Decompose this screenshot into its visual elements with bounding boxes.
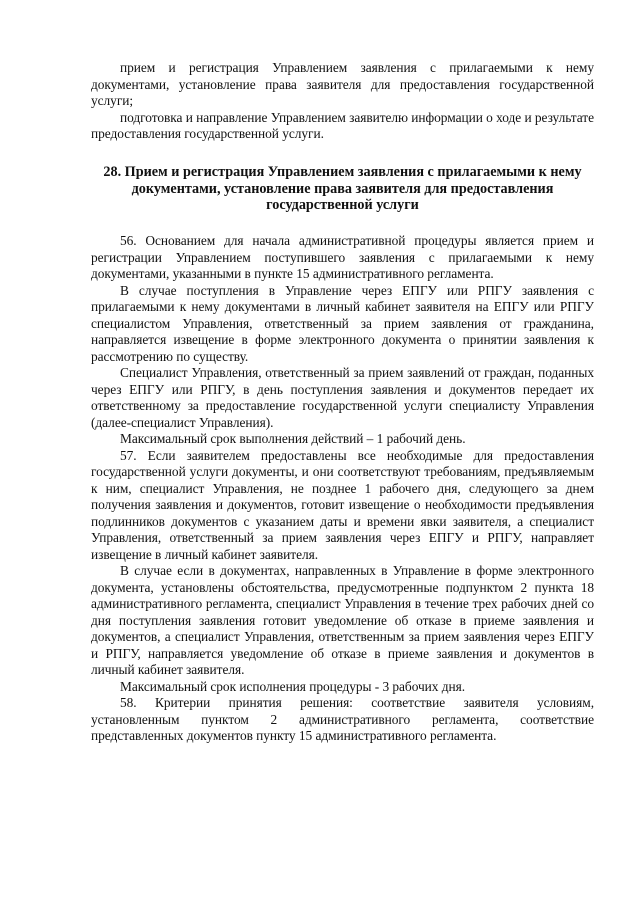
intro-text-block — [91, 60, 594, 143]
paragraph-deadline-3: Максимальный срок исполнения процедуры - 3 рабочих дня. — [120, 678, 466, 694]
paragraph-epgu-receipt: В случае поступления в Управление через ЕПГУ или РПГУ заявления с прилагаемыми к нему документами в личный кабинет заявителя на ЕПГУ или РПГУ специалистом Управления, ответственный за прием заявления от гражданина, направляется извещение в форме электронного документа о принятии заявления к рассмотрению по существу. — [91, 282, 594, 364]
paragraph-refusal: В случае если в документах, направленных в Управление в форме электронного документа, установлены обстоятельства, предусмотренные подпунктом 2 пункта 18 административного регламента, специалист Управления в течение трех рабочих дней со дня поступления заявления готовит уведомление об отказе в приеме заявления и документов, а специалист Управления, ответственным за прием заявления через ЕПГУ и РПГУ, направляется уведомление об отказе в приеме заявления и документов в личный кабинет заявителя. — [91, 563, 594, 677]
paragraph-transfer: Специалист Управления, ответственный за прием заявлений от граждан, поданных через ЕПГУ или РПГУ, в день поступления заявления и документов передает их ответственному за предоставление государственной услуги специалисту Управления (далее-специалист Управления). — [91, 365, 594, 430]
paragraph-deadline-1: Максимальный срок выполнения действий – 1 рабочий день. — [120, 431, 466, 446]
section-heading: 28. Прием и регистрация Управлением заявления с прилагаемыми к нему документами, установление права заявителя для предоставления государственной услуги — [103, 164, 582, 213]
intro-paragraph-2: подготовка и направление Управлением заявителю информации о ходе и результате предоставления государственной услуги. — [91, 109, 594, 141]
paragraph-57: 57. Если заявителем предоставлены все необходимые для предоставления государственной услуги документы, и они соответствуют требованиям, предъявляемым к ним, специалист Управления, не позднее 1 рабочего дня, следующего за днем получения заявления и документов, готовит извещение о необходимости предъявления подлинников документов с указанием даты и времени явки заявителя, а специалист Управления, ответственный за прием заявления через ЕПГУ и РПГУ, направляет извещение в личный кабинет заявителя. — [91, 447, 594, 562]
paragraph-58: 58. Критерии принятия решения: соответствие заявителя условиям, установленным пунктом 2 административного регламента, соответствие представленных документов пункту 15 административного регламента. — [91, 695, 594, 743]
intro-paragraph-1: прием и регистрация Управлением заявления с прилагаемыми к нему документами, установление права заявителя для предоставления государственной услуги; — [91, 60, 594, 108]
paragraph-56: 56. Основанием для начала административной процедуры является прием и регистрации Управлением поступившего заявления с прилагаемыми к нему документами, указанными в пункте 15 административного регламента. — [91, 233, 594, 281]
section-body — [91, 233, 594, 745]
